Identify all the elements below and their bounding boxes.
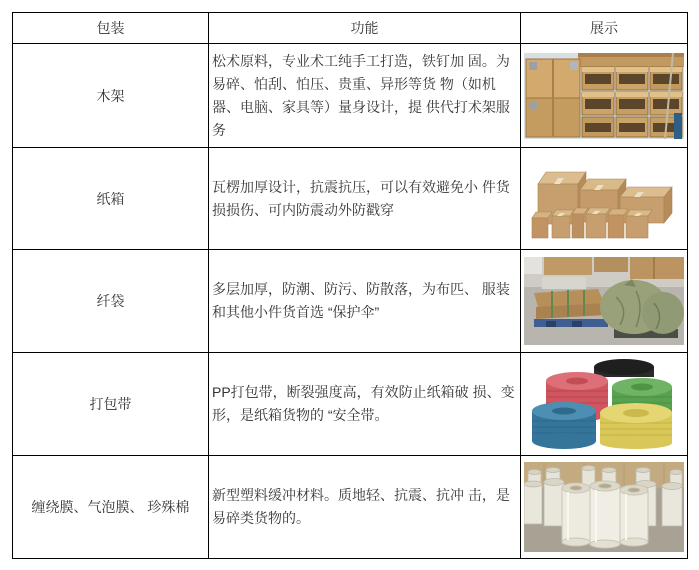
woven-bags-image [524,257,684,345]
packaging-name-cell: 纸箱 [13,148,209,250]
packaging-name-cell: 打包带 [13,353,209,456]
stretch-film-rolls-image [524,462,684,552]
table-row [13,353,688,456]
function-description-cell: PP打包带，断裂强度高，有效防止纸箱破 损、变形，是纸箱货物的 “安全带。 [209,353,521,456]
header-cell-packaging: 包装 [13,13,209,44]
table-row [13,148,688,250]
packaging-name-cell: 木架 [13,44,209,148]
header-row [13,13,688,44]
function-description-cell: 多层加厚，防潮、防污、防散落，为布匹、 服装和其他小件货首选 “保护伞” [209,250,521,353]
table-row [13,456,688,559]
function-description-cell: 松术原料，专业术工纯手工打造，铁钉加 固。为易碎、怕刮、怕压、贵重、异形等货 物（如机器、电脑、家具等）量身设计，提 供代打术架服务 [209,44,521,148]
strapping-rolls-image [524,359,684,449]
table-row [13,44,688,148]
display-photo-cell [521,456,688,559]
display-photo-cell [521,250,688,353]
packaging-name-cell: 纤袋 [13,250,209,353]
function-description-cell: 瓦楞加厚设计，抗震抗压，可以有效避免小 件货损损伤、可内防震动外防戳穿 [209,148,521,250]
packaging-name-cell: 缠绕膜、气泡膜、 珍殊棉 [13,456,209,559]
table-row [13,250,688,353]
header-cell-display: 展示 [521,13,688,44]
header-cell-function: 功能 [209,13,521,44]
display-photo-cell [521,353,688,456]
function-description-cell: 新型塑料缓冲材料。质地轻、抗震、抗冲 击，是易碎类货物的。 [209,456,521,559]
cardboard-boxes-image [524,154,684,244]
display-photo-cell [521,44,688,148]
wooden-crates-image [524,53,684,139]
packaging-table [12,12,688,559]
display-photo-cell [521,148,688,250]
